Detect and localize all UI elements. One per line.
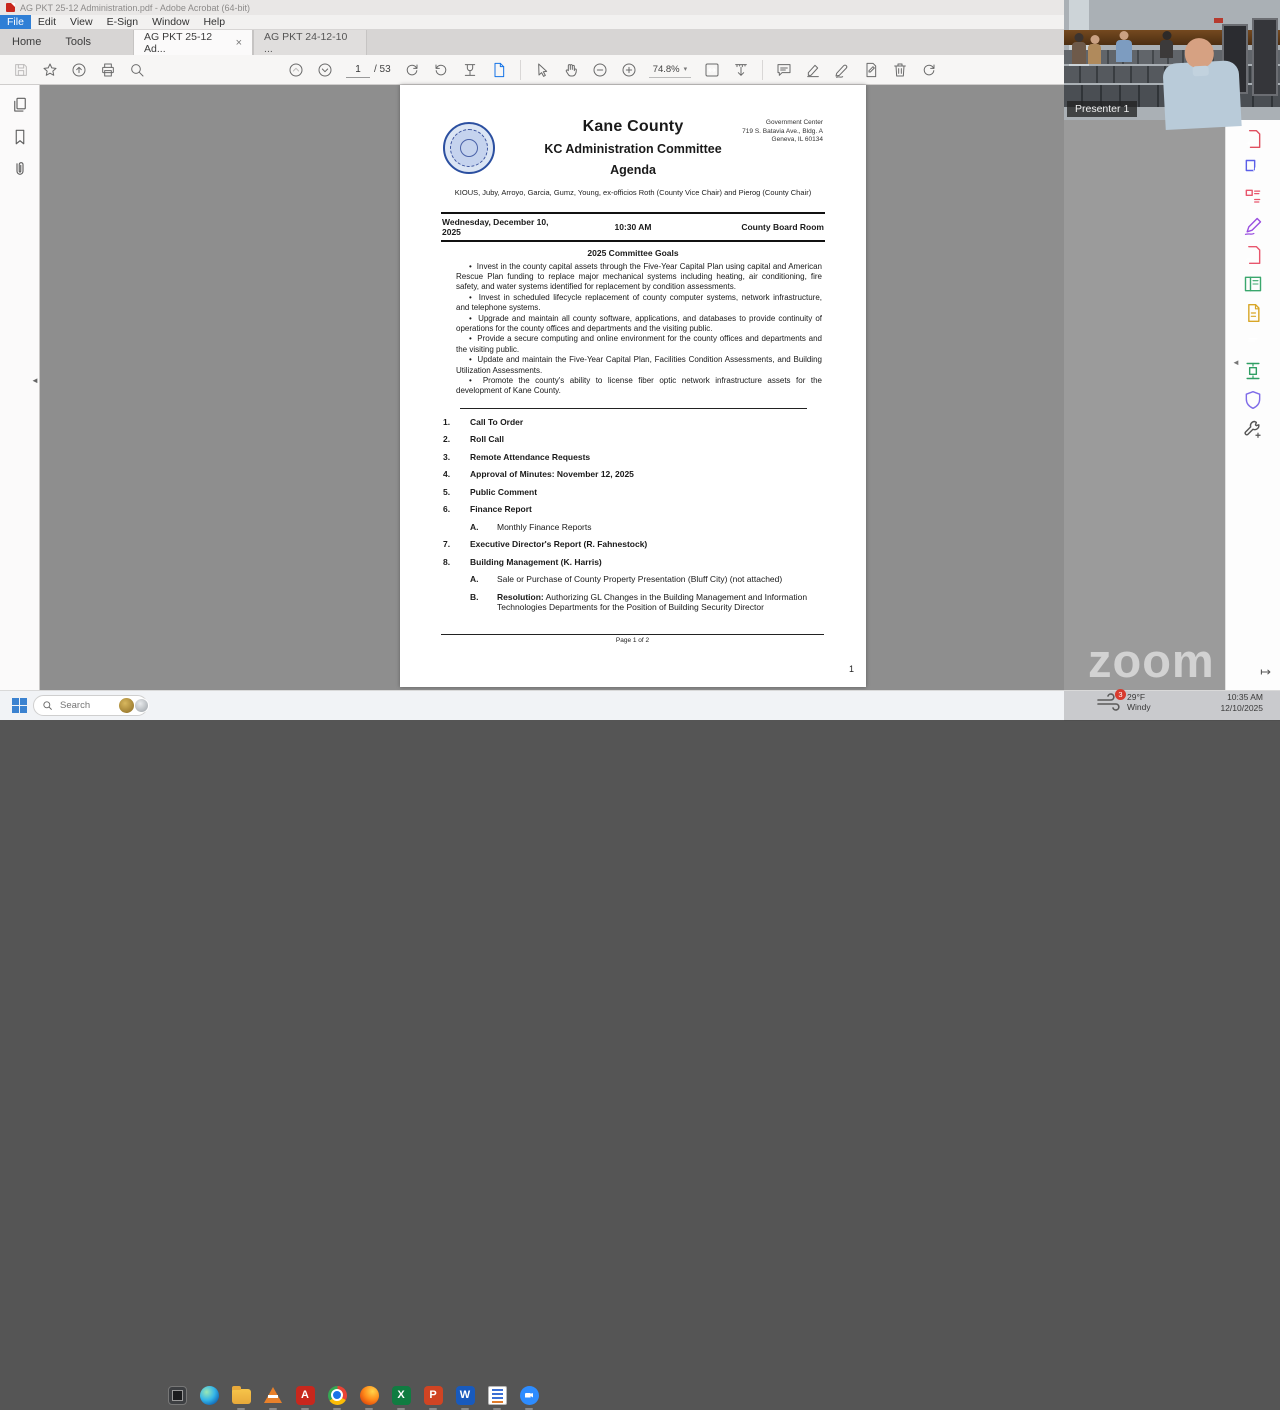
room-door <box>1252 18 1278 96</box>
zoom-watermark: zoom <box>1088 634 1215 687</box>
agenda-item-text: Public Comment <box>470 486 538 497</box>
agenda-item <box>443 557 824 568</box>
rotate-counterclockwise-button[interactable] <box>433 62 449 78</box>
search-icon <box>42 700 53 711</box>
taskbar-search[interactable] <box>33 695 148 716</box>
document-type: Agenda <box>610 163 656 177</box>
combine-files-icon[interactable] <box>1243 158 1263 178</box>
redo-button[interactable] <box>921 62 937 78</box>
presenter-figure <box>1162 60 1241 130</box>
meeting-room: County Board Room <box>741 221 824 232</box>
taskbar-chrome-icon[interactable] <box>326 1384 348 1406</box>
agenda-item-text: Approval of Minutes: November 12, 2025 <box>470 469 634 480</box>
page-footer: Page 1 of 2 <box>441 634 824 644</box>
goal-bullet: • Promote the county's ability to license fiber optic network infrastructure assets for the development of Kane County. <box>456 376 822 397</box>
doc-tab-active[interactable] <box>133 30 253 55</box>
menu-view[interactable]: View <box>70 16 93 28</box>
tools-panel-rail <box>1225 120 1280 690</box>
expand-panel-icon[interactable]: ↦ <box>1260 664 1271 679</box>
org-title: Kane County <box>582 118 684 135</box>
hand-tool-button[interactable] <box>563 62 579 78</box>
agenda-item <box>443 574 824 585</box>
pdf-standards-icon[interactable] <box>1243 303 1263 323</box>
taskbar-vlc-icon[interactable] <box>262 1384 284 1406</box>
tab-home[interactable]: Home <box>12 36 42 48</box>
agenda-item-text: Call To Order <box>470 416 524 427</box>
presenter-video[interactable] <box>1064 0 1280 120</box>
left-panel-rail <box>0 85 40 690</box>
agenda-item-text: Building Management (K. Harris) <box>470 556 602 567</box>
delete-pages-button[interactable] <box>892 62 908 78</box>
agenda-item-number: 7. <box>443 539 451 550</box>
chevron-down-icon: ▾ <box>683 66 688 73</box>
goal-bullet: • Update and maintain the Five-Year Capital Plan, Facilities Condition Assessments, and Building Utilization Assessments. <box>456 355 822 376</box>
acrobat-menubar <box>0 15 1064 29</box>
page-number: 1 <box>848 664 854 674</box>
doc-tab-label: AG PKT 24-12-10 ... <box>264 30 348 55</box>
meeting-date: Wednesday, December 10, 2025 <box>442 216 549 237</box>
audience-person <box>1072 42 1086 64</box>
audience-person <box>1116 40 1132 62</box>
page-total-label: / 53 <box>374 64 391 75</box>
meeting-time: 10:30 AM <box>614 221 652 232</box>
bookmarks-icon[interactable] <box>11 128 29 146</box>
fill-sign-page-button[interactable] <box>863 62 879 78</box>
agenda-item <box>443 592 824 613</box>
taskbar-firefox-icon[interactable] <box>358 1384 380 1406</box>
select-tool-button[interactable] <box>534 62 550 78</box>
presenter-name-label: Presenter 1 <box>1067 101 1137 117</box>
windows-taskbar <box>0 690 1280 1401</box>
agenda-item-number: 4. <box>443 469 451 480</box>
create-pdf-icon[interactable] <box>1243 129 1263 149</box>
taskbar-edge-icon[interactable] <box>198 1384 220 1406</box>
organize-pages-icon[interactable] <box>1243 274 1263 294</box>
fit-page-button[interactable] <box>704 62 720 78</box>
zoom-in-button[interactable] <box>621 62 637 78</box>
agenda-item-number: B. <box>470 591 479 602</box>
menu-window[interactable]: Window <box>152 16 190 28</box>
agenda-item-number: 1. <box>443 416 451 427</box>
agenda-item-text: Finance Report <box>470 504 532 515</box>
agenda-items <box>400 409 866 613</box>
new-page-button[interactable] <box>491 62 507 78</box>
audience-person <box>1088 44 1101 64</box>
search-highlight-image[interactable] <box>134 698 149 713</box>
tab-strip <box>0 29 1064 55</box>
agenda-item-number: 8. <box>443 556 451 567</box>
committee-members: KIOUS, Juby, Arroyo, Garcia, Gumz, Young, ex-officios Roth (County Vice Chair) and Pierog (County Chair) <box>454 188 812 197</box>
menu-file[interactable]: File <box>0 15 31 29</box>
address-block: Government Center 719 S. Batavia Ave., Bldg. A Geneva, IL 60134 <box>742 119 823 143</box>
committee-title: KC Administration Committee <box>544 142 722 156</box>
search-input[interactable] <box>58 699 114 712</box>
menu-edit[interactable]: Edit <box>37 16 57 28</box>
agenda-item <box>443 504 824 515</box>
search-highlight-image[interactable] <box>119 698 134 713</box>
edit-pdf-icon[interactable] <box>1243 187 1263 207</box>
agenda-item <box>443 469 824 480</box>
next-page-button[interactable] <box>317 62 333 78</box>
share-button[interactable] <box>71 62 87 78</box>
agenda-item-text: Roll Call <box>470 434 505 445</box>
acrobat-toolbar <box>0 55 1064 85</box>
taskbar-word-icon[interactable]: W <box>454 1384 476 1406</box>
doc-tab-inactive[interactable] <box>253 30 367 55</box>
taskbar-notes-icon[interactable] <box>486 1384 508 1406</box>
print-button[interactable] <box>100 62 116 78</box>
toolbar-separator <box>762 60 763 80</box>
find-button[interactable] <box>129 62 145 78</box>
taskbar-file-explorer-icon[interactable] <box>230 1384 252 1406</box>
goal-bullet: • Upgrade and maintain all county software, applications, and databases to provide continuity of operations for the county offices and departments and the visiting public. <box>456 314 822 335</box>
page-number-input[interactable] <box>346 61 370 78</box>
agenda-item-text: Monthly Finance Reports <box>497 521 592 532</box>
windy-weather-icon <box>1096 690 1123 711</box>
attachments-icon[interactable] <box>11 160 29 178</box>
zoom-level-dropdown[interactable] <box>649 62 691 78</box>
pdf-page <box>400 85 866 687</box>
acrobat-titlebar <box>0 0 1064 15</box>
agenda-item-text: Remote Attendance Requests <box>470 451 591 462</box>
meeting-info-row <box>441 212 825 242</box>
taskbar-zoom-icon[interactable] <box>518 1384 540 1406</box>
goal-bullet: • Invest in scheduled lifecycle replacement of county computer systems, network infrastructure, and telephone systems. <box>456 293 822 314</box>
taskbar-powerpoint-icon[interactable]: P <box>422 1384 444 1406</box>
save-button[interactable] <box>13 62 29 78</box>
agenda-item-number: 5. <box>443 486 451 497</box>
pdf-file-icon <box>6 3 15 12</box>
comment-icon[interactable] <box>1243 332 1263 352</box>
agenda-item <box>443 452 824 463</box>
star-favorite-button[interactable] <box>42 62 58 78</box>
goals-title: 2025 Committee Goals <box>587 247 679 258</box>
agenda-item <box>443 539 824 550</box>
export-pdf-icon[interactable] <box>1243 245 1263 265</box>
goals-list <box>400 258 866 397</box>
zoom-level-value: 74.8% <box>652 63 680 75</box>
agenda-item <box>443 522 824 533</box>
taskbar-excel-icon[interactable]: X <box>390 1384 412 1406</box>
more-tools-icon[interactable] <box>1243 419 1263 439</box>
notification-badge: 3 <box>1115 689 1126 700</box>
page-thumbnails-icon[interactable] <box>11 96 29 114</box>
agenda-item-number: 6. <box>443 504 451 515</box>
clock-date: 12/10/2025 <box>1220 703 1263 713</box>
agenda-item <box>443 487 824 498</box>
agenda-item-number: A. <box>470 521 479 532</box>
agenda-item <box>443 434 824 445</box>
audience-person <box>1160 40 1173 58</box>
rotate-clockwise-button[interactable] <box>404 62 420 78</box>
fit-width-button[interactable] <box>733 62 749 78</box>
toolbar-separator <box>520 60 521 80</box>
collapse-left-panel-icon[interactable]: ◄ <box>31 376 39 385</box>
agenda-item-text: Executive Director's Report (R. Fahnestock) <box>470 539 648 550</box>
taskbar-weather-widget[interactable] <box>1096 692 1151 712</box>
agenda-item-number: 3. <box>443 451 451 462</box>
goal-bullet: • Invest in the county capital assets through the Five-Year Capital Plan using capital and American Rescue Plan funding to replace major mechanical systems including heating, air conditioning, fire safety, and water systems identified for replacement by condition assessments. <box>456 262 822 293</box>
menu-esign[interactable]: E-Sign <box>106 16 139 28</box>
agenda-item-text: Resolution: Authorizing GL Changes in the Building Management and Information Technologies Departments for the Position of Building Security Director <box>497 591 808 613</box>
compress-pdf-icon[interactable] <box>1243 361 1263 381</box>
agenda-item-number: A. <box>470 574 479 585</box>
tab-close-icon[interactable]: × <box>235 36 243 49</box>
zoom-out-button[interactable] <box>592 62 608 78</box>
start-button[interactable] <box>12 698 27 713</box>
clock-time: 10:35 AM <box>1227 692 1263 702</box>
doc-tab-label: AG PKT 25-12 Ad... <box>144 30 213 55</box>
zoom-background-panel <box>1064 120 1225 690</box>
agenda-item <box>443 417 824 428</box>
previous-page-button[interactable] <box>288 62 304 78</box>
highlight-tool-button[interactable] <box>805 62 821 78</box>
tab-tools[interactable]: Tools <box>65 36 92 48</box>
reduce-file-size-button[interactable] <box>462 62 478 78</box>
county-seal-logo <box>443 122 495 174</box>
collapse-right-panel-icon[interactable]: ◄ <box>1232 358 1240 367</box>
comment-tool-button[interactable] <box>776 62 792 78</box>
fill-sign-icon[interactable] <box>1243 216 1263 236</box>
goal-bullet: • Provide a secure computing and online environment for the county offices and departments and the visiting public. <box>456 334 822 355</box>
weather-temp: 29°F <box>1127 692 1146 702</box>
window-title: AG PKT 25-12 Administration.pdf - Adobe Acrobat (64-bit) <box>20 2 250 13</box>
sign-tool-button[interactable] <box>834 62 850 78</box>
agenda-item-number: 2. <box>443 434 451 445</box>
taskbar-clock[interactable] <box>1220 692 1263 714</box>
weather-condition: Windy <box>1127 702 1151 712</box>
taskbar-acrobat-icon[interactable]: A <box>294 1384 316 1406</box>
taskbar-task-view-icon[interactable] <box>166 1384 188 1406</box>
exit-sign <box>1214 18 1223 23</box>
agenda-item-text: Sale or Purchase of County Property Presentation (Bluff City) (not attached) <box>497 574 783 585</box>
menu-help[interactable]: Help <box>203 16 226 28</box>
protect-icon[interactable] <box>1243 390 1263 410</box>
